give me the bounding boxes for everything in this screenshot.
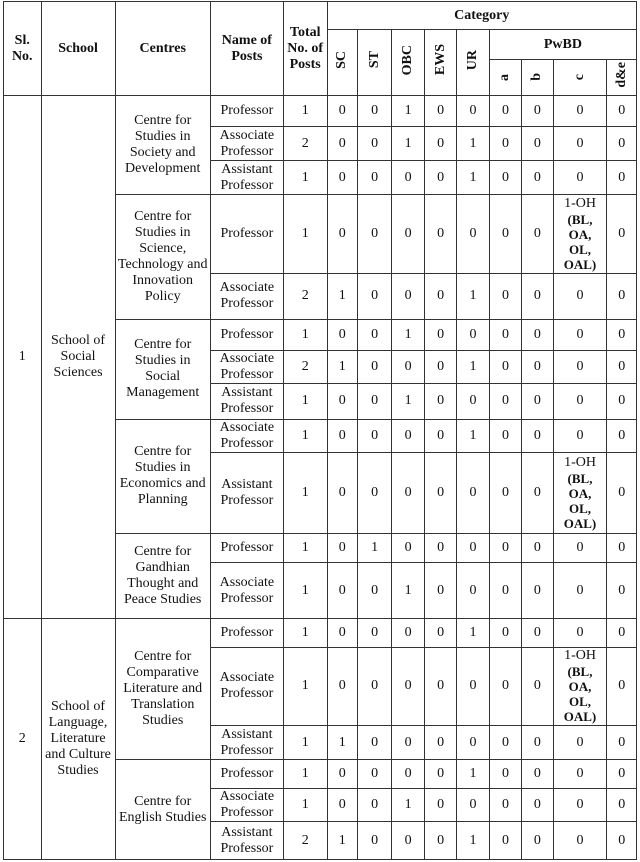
- category-cell: 1: [392, 788, 424, 821]
- pwbd-cell: 0: [489, 195, 521, 273]
- oh-note-sub: OAL): [563, 516, 597, 532]
- oh-note-sub: (BL,: [567, 664, 593, 680]
- category-cell: 1: [392, 320, 424, 350]
- category-cell: 0: [424, 384, 456, 420]
- total-posts-cell: 1: [283, 453, 327, 534]
- pwbd-cell: 0: [489, 562, 521, 619]
- oh-note-sub: OAL): [563, 709, 597, 725]
- category-cell: 0: [424, 562, 456, 619]
- school-name-cell: School of Social Sciences: [41, 96, 115, 619]
- total-posts-cell: 1: [283, 725, 327, 759]
- header-pwbd-de: d&e: [607, 60, 637, 96]
- post-name-cell: Associate Professor: [210, 788, 283, 821]
- pwbd-cell: 0: [489, 647, 521, 725]
- pwbd-cell: 0: [553, 127, 607, 160]
- category-cell: 0: [457, 96, 489, 127]
- pwbd-cell: 0: [489, 96, 521, 127]
- post-name-cell: Professor: [210, 96, 283, 127]
- pwbd-cell: 0: [489, 534, 521, 562]
- category-cell: 1: [457, 127, 489, 160]
- pwbd-cell: 0: [522, 384, 553, 420]
- category-cell: 0: [392, 273, 424, 320]
- category-cell: 0: [392, 453, 424, 534]
- category-cell: 0: [327, 534, 357, 562]
- category-cell: 0: [357, 96, 391, 127]
- category-cell: 0: [457, 725, 489, 759]
- school-name-cell: School of Language, Literature and Culture Studies: [41, 619, 115, 860]
- total-posts-cell: 1: [283, 320, 327, 350]
- sl-no-cell: 2: [4, 619, 42, 860]
- oh-note-sub: (BL,: [567, 211, 593, 227]
- category-cell: 1: [392, 127, 424, 160]
- table-row: [4, 619, 637, 647]
- category-cell: 0: [327, 195, 357, 273]
- category-cell: 0: [327, 562, 357, 619]
- category-cell: 1: [327, 822, 357, 860]
- pwbd-cell: 0: [522, 453, 553, 534]
- post-name-cell: Professor: [210, 760, 283, 788]
- category-cell: 0: [327, 619, 357, 647]
- post-name-cell: Assistant Professor: [210, 453, 283, 534]
- pwbd-cell: 0: [607, 760, 637, 788]
- total-posts-cell: 2: [283, 822, 327, 860]
- category-cell: 0: [327, 96, 357, 127]
- post-name-cell: Assistant Professor: [210, 160, 283, 194]
- centre-name-cell: Centre for Comparative Literature and Translation Studies: [115, 619, 210, 760]
- pwbd-cell: 0: [607, 350, 637, 383]
- category-cell: 0: [327, 384, 357, 420]
- post-name-cell: Professor: [210, 534, 283, 562]
- category-cell: 0: [424, 96, 456, 127]
- pwbd-cell: 0: [522, 647, 553, 725]
- category-cell: 1: [392, 562, 424, 619]
- total-posts-cell: 2: [283, 127, 327, 160]
- total-posts-cell: 1: [283, 534, 327, 562]
- post-name-cell: Professor: [210, 195, 283, 273]
- pwbd-cell: 0: [553, 822, 607, 860]
- header-pwbd-b: b: [522, 60, 553, 96]
- centre-name-cell: Centre for Studies in Social Management: [115, 320, 210, 419]
- category-cell: 0: [457, 788, 489, 821]
- pwbd-cell: 0: [607, 619, 637, 647]
- pwbd-cell: 0: [553, 160, 607, 194]
- header-total-posts: Total No. of Posts: [283, 2, 327, 96]
- total-posts-cell: 1: [283, 195, 327, 273]
- category-cell: 0: [424, 534, 456, 562]
- pwbd-cell: 0: [522, 822, 553, 860]
- category-cell: 0: [457, 384, 489, 420]
- category-cell: 0: [457, 195, 489, 273]
- category-cell: 0: [357, 350, 391, 383]
- category-cell: 1: [457, 822, 489, 860]
- pwbd-cell: 0: [607, 725, 637, 759]
- oh-note-sub: OL,: [568, 501, 592, 517]
- post-name-cell: Associate Professor: [210, 562, 283, 619]
- category-cell: 0: [357, 562, 391, 619]
- category-cell: 0: [392, 647, 424, 725]
- category-cell: 0: [424, 822, 456, 860]
- pwbd-cell: 0: [522, 562, 553, 619]
- category-cell: 0: [392, 350, 424, 383]
- pwbd-cell: 0: [553, 273, 607, 320]
- pwbd-cell: 0: [607, 647, 637, 725]
- category-cell: 0: [392, 195, 424, 273]
- header-ur: UR: [457, 30, 489, 96]
- category-cell: 0: [357, 725, 391, 759]
- pwbd-cell: 0: [489, 160, 521, 194]
- category-cell: 0: [424, 195, 456, 273]
- total-posts-cell: 1: [283, 788, 327, 821]
- pwbd-cell: 0: [489, 350, 521, 383]
- header-obc: OBC: [392, 30, 424, 96]
- oh-note-sub: OA,: [568, 226, 592, 242]
- total-posts-cell: 1: [283, 96, 327, 127]
- pwbd-cell: 0: [607, 160, 637, 194]
- pwbd-cell: 0: [553, 562, 607, 619]
- category-cell: 0: [457, 562, 489, 619]
- header-pwbd: PwBD: [489, 30, 636, 60]
- pwbd-cell: 0: [522, 788, 553, 821]
- category-cell: 0: [392, 619, 424, 647]
- total-posts-cell: 2: [283, 273, 327, 320]
- pwbd-cell: 0: [607, 562, 637, 619]
- pwbd-cell: 0: [489, 760, 521, 788]
- oh-note-main: 1-OH: [564, 195, 596, 211]
- total-posts-cell: 2: [283, 350, 327, 383]
- pwbd-cell: 0: [553, 419, 607, 452]
- pwbd-cell: 0: [522, 195, 553, 273]
- category-cell: 0: [327, 647, 357, 725]
- category-cell: 0: [357, 320, 391, 350]
- oh-note-main: 1-OH: [564, 648, 596, 664]
- category-cell: 1: [327, 725, 357, 759]
- category-cell: 0: [457, 320, 489, 350]
- table-row: [4, 96, 637, 127]
- category-cell: 1: [457, 160, 489, 194]
- category-cell: 0: [392, 419, 424, 452]
- pwbd-cell: 0: [522, 760, 553, 788]
- pwbd-cell: 0: [607, 195, 637, 273]
- pwbd-cell: 0: [553, 534, 607, 562]
- total-posts-cell: 1: [283, 384, 327, 420]
- pwbd-cell: 0: [553, 384, 607, 420]
- category-cell: 0: [424, 419, 456, 452]
- category-cell: 0: [357, 760, 391, 788]
- category-cell: 1: [392, 384, 424, 420]
- header-pwbd-c: c: [553, 60, 607, 96]
- category-cell: 0: [327, 788, 357, 821]
- pwbd-cell: 0: [553, 725, 607, 759]
- post-name-cell: Assistant Professor: [210, 384, 283, 420]
- post-name-cell: Associate Professor: [210, 127, 283, 160]
- post-name-cell: Assistant Professor: [210, 725, 283, 759]
- post-name-cell: Associate Professor: [210, 647, 283, 725]
- pwbd-cell: 0: [607, 127, 637, 160]
- category-cell: 0: [357, 127, 391, 160]
- category-cell: 0: [457, 534, 489, 562]
- pwbd-cell: 0: [489, 725, 521, 759]
- category-cell: 0: [457, 453, 489, 534]
- pwbd-cell: 0: [489, 384, 521, 420]
- centre-name-cell: Centre for Studies in Economics and Planning: [115, 419, 210, 534]
- pwbd-cell: 0: [522, 273, 553, 320]
- sl-no-cell: 1: [4, 96, 42, 619]
- total-posts-cell: 1: [283, 160, 327, 194]
- posts-table: [3, 1, 637, 860]
- oh-note-sub: (BL,: [567, 471, 593, 487]
- category-cell: 0: [392, 160, 424, 194]
- pwbd-cell: 0: [607, 273, 637, 320]
- pwbd-oh-cell: [553, 647, 607, 725]
- category-cell: 0: [424, 160, 456, 194]
- category-cell: 0: [424, 453, 456, 534]
- post-name-cell: Associate Professor: [210, 419, 283, 452]
- pwbd-cell: 0: [607, 453, 637, 534]
- pwbd-cell: 0: [607, 320, 637, 350]
- category-cell: 1: [457, 619, 489, 647]
- category-cell: 0: [357, 195, 391, 273]
- pwbd-cell: 0: [489, 788, 521, 821]
- category-cell: 0: [424, 273, 456, 320]
- header-sc: SC: [327, 30, 357, 96]
- category-cell: 0: [327, 453, 357, 534]
- pwbd-cell: 0: [607, 384, 637, 420]
- category-cell: 0: [327, 419, 357, 452]
- pwbd-cell: 0: [489, 273, 521, 320]
- oh-note-sub: OL,: [568, 694, 592, 710]
- pwbd-cell: 0: [607, 96, 637, 127]
- category-cell: 0: [392, 822, 424, 860]
- category-cell: 0: [327, 160, 357, 194]
- category-cell: 1: [457, 760, 489, 788]
- pwbd-cell: 0: [522, 350, 553, 383]
- header-centres: Centres: [115, 2, 210, 96]
- pwbd-cell: 0: [607, 534, 637, 562]
- post-name-cell: Associate Professor: [210, 273, 283, 320]
- post-name-cell: Professor: [210, 619, 283, 647]
- pwbd-cell: 0: [522, 96, 553, 127]
- oh-note-main: 1-OH: [564, 455, 596, 471]
- pwbd-cell: 0: [522, 534, 553, 562]
- category-cell: 0: [457, 647, 489, 725]
- category-cell: 0: [357, 160, 391, 194]
- category-cell: 0: [357, 273, 391, 320]
- centre-name-cell: Centre for English Studies: [115, 760, 210, 860]
- pwbd-cell: 0: [553, 320, 607, 350]
- header-pwbd-a: a: [489, 60, 521, 96]
- pwbd-cell: 0: [522, 619, 553, 647]
- pwbd-cell: 0: [553, 760, 607, 788]
- total-posts-cell: 1: [283, 760, 327, 788]
- centre-name-cell: Centre for Gandhian Thought and Peace Studies: [115, 534, 210, 619]
- category-cell: 1: [457, 273, 489, 320]
- pwbd-cell: 0: [607, 419, 637, 452]
- pwbd-cell: 0: [522, 160, 553, 194]
- category-cell: 0: [327, 127, 357, 160]
- centre-name-cell: Centre for Studies in Science, Technology and Innovation Policy: [115, 195, 210, 320]
- pwbd-cell: 0: [553, 96, 607, 127]
- category-cell: 0: [424, 760, 456, 788]
- header-school: School: [41, 2, 115, 96]
- header-ews: EWS: [424, 30, 456, 96]
- category-cell: 0: [357, 647, 391, 725]
- total-posts-cell: 1: [283, 562, 327, 619]
- category-cell: 1: [457, 350, 489, 383]
- post-name-cell: Assistant Professor: [210, 822, 283, 860]
- post-name-cell: Associate Professor: [210, 350, 283, 383]
- pwbd-cell: 0: [522, 127, 553, 160]
- oh-note-sub: OL,: [568, 241, 592, 257]
- category-cell: 0: [357, 619, 391, 647]
- category-cell: 0: [392, 760, 424, 788]
- category-cell: 0: [424, 320, 456, 350]
- pwbd-cell: 0: [522, 725, 553, 759]
- category-cell: 0: [327, 320, 357, 350]
- category-cell: 0: [424, 788, 456, 821]
- total-posts-cell: 1: [283, 419, 327, 452]
- category-cell: 0: [357, 822, 391, 860]
- category-cell: 1: [457, 419, 489, 452]
- total-posts-cell: 1: [283, 619, 327, 647]
- header-st: ST: [357, 30, 391, 96]
- pwbd-cell: 0: [489, 320, 521, 350]
- centre-name-cell: Centre for Studies in Society and Development: [115, 96, 210, 195]
- category-cell: 1: [392, 96, 424, 127]
- category-cell: 1: [357, 534, 391, 562]
- oh-note-sub: OA,: [568, 679, 592, 695]
- pwbd-cell: 0: [522, 320, 553, 350]
- category-cell: 0: [424, 350, 456, 383]
- post-name-cell: Professor: [210, 320, 283, 350]
- category-cell: 0: [424, 619, 456, 647]
- category-cell: 0: [357, 384, 391, 420]
- oh-note-sub: OA,: [568, 486, 592, 502]
- pwbd-cell: 0: [489, 419, 521, 452]
- pwbd-cell: 0: [489, 127, 521, 160]
- category-cell: 1: [327, 350, 357, 383]
- pwbd-cell: 0: [489, 619, 521, 647]
- category-cell: 0: [392, 534, 424, 562]
- pwbd-cell: 0: [553, 350, 607, 383]
- oh-note-sub: OAL): [563, 256, 597, 272]
- category-cell: 1: [327, 273, 357, 320]
- pwbd-cell: 0: [553, 619, 607, 647]
- pwbd-cell: 0: [522, 419, 553, 452]
- pwbd-cell: 0: [489, 453, 521, 534]
- category-cell: 0: [392, 725, 424, 759]
- header-sl-no: Sl. No.: [4, 2, 42, 96]
- pwbd-cell: 0: [553, 788, 607, 821]
- pwbd-cell: 0: [489, 822, 521, 860]
- category-cell: 0: [357, 419, 391, 452]
- pwbd-oh-cell: [553, 195, 607, 273]
- pwbd-cell: 0: [607, 822, 637, 860]
- category-cell: 0: [424, 127, 456, 160]
- category-cell: 0: [424, 647, 456, 725]
- pwbd-oh-cell: [553, 453, 607, 534]
- header-name-of-posts: Name of Posts: [210, 2, 283, 96]
- total-posts-cell: 1: [283, 647, 327, 725]
- pwbd-cell: 0: [607, 788, 637, 821]
- category-cell: 0: [424, 725, 456, 759]
- category-cell: 0: [357, 788, 391, 821]
- header-category: Category: [327, 2, 637, 30]
- category-cell: 0: [357, 453, 391, 534]
- category-cell: 0: [327, 760, 357, 788]
